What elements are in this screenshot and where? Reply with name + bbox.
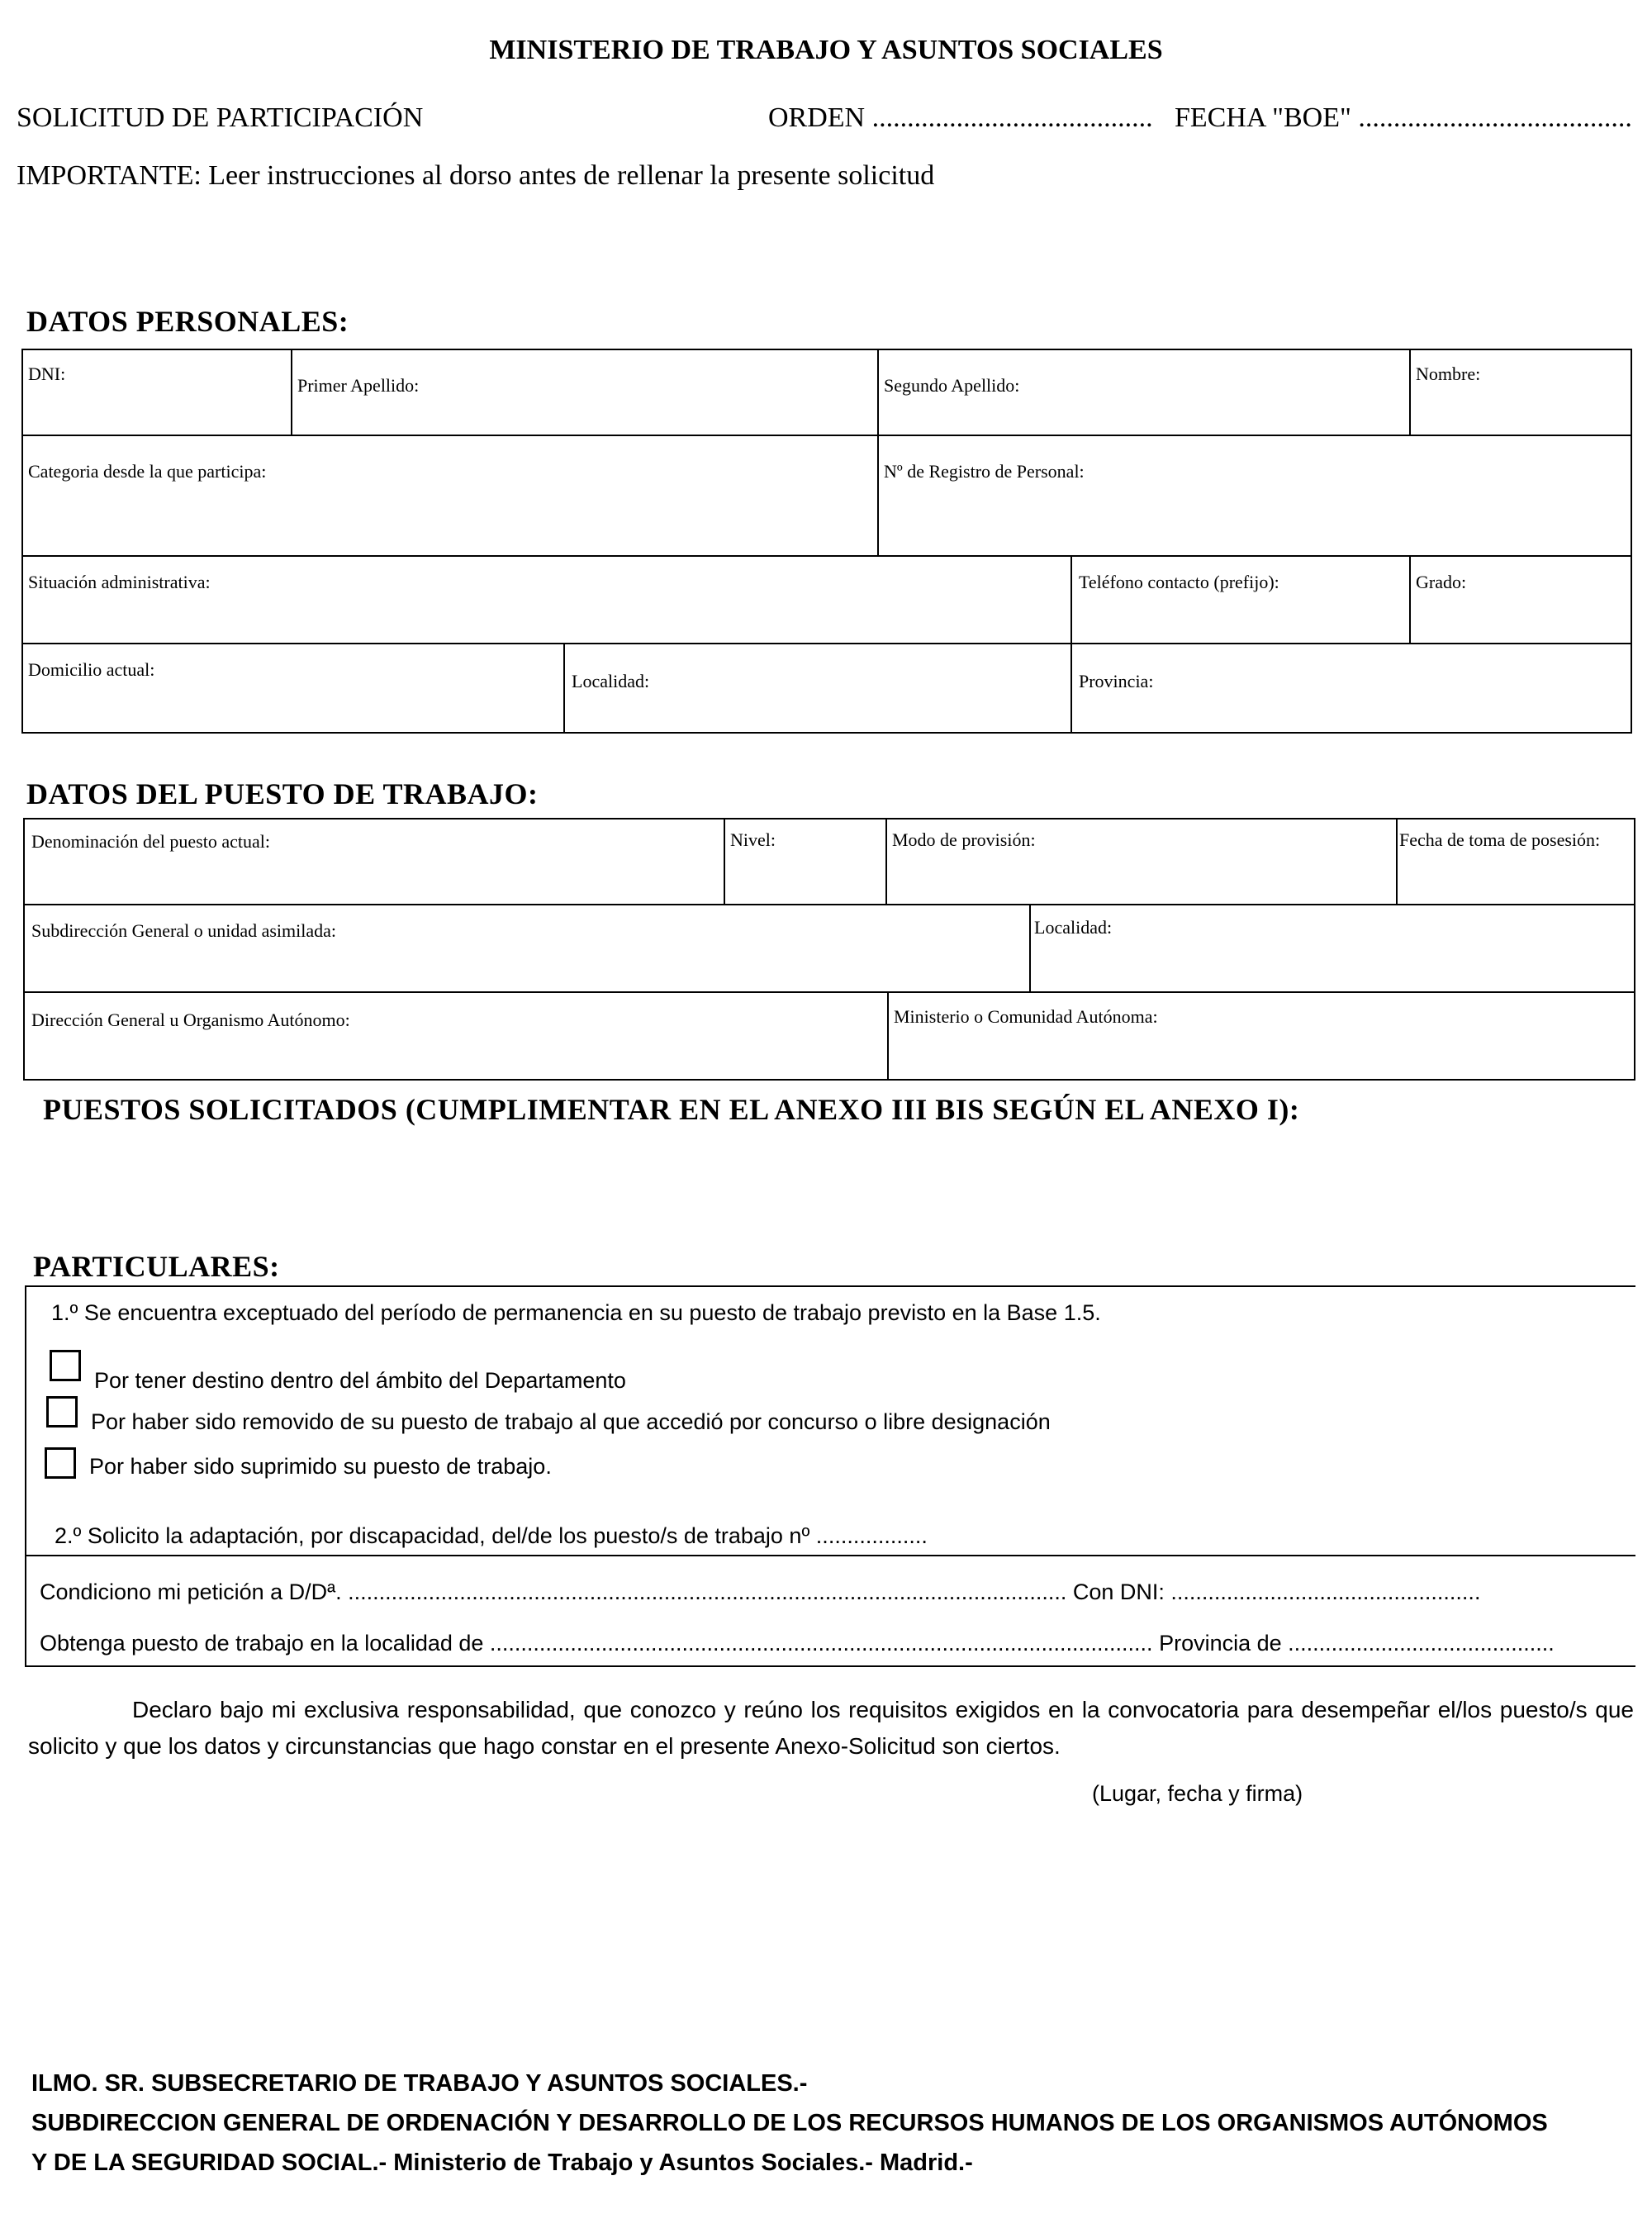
option-suppressed-label: Por haber sido suprimido su puesto de trabajo. (89, 1454, 552, 1479)
ministry-field[interactable]: Ministerio o Comunidad Autónoma: (894, 1006, 1158, 1027)
option-removed-label: Por haber sido removido de su puesto de trabajo al que accedió por concurso o libre designación (91, 1409, 1051, 1434)
checkbox-department[interactable] (50, 1350, 81, 1381)
col-divider (1409, 555, 1411, 643)
second-surname-field[interactable]: Segundo Apellido: (884, 375, 1020, 396)
job-section-title: DATOS DEL PUESTO DE TRABAJO: (26, 777, 539, 810)
particulars-section-title: PARTICULARES: (33, 1250, 280, 1283)
possession-date-field[interactable]: Fecha de toma de posesión: (1399, 829, 1601, 850)
first-surname-field[interactable]: Primer Apellido: (297, 375, 420, 396)
particulars-top-border (25, 1285, 1635, 1287)
col-divider (877, 435, 879, 555)
col-divider (1396, 818, 1398, 904)
row-divider (23, 904, 1635, 905)
checkbox-suppressed[interactable] (45, 1447, 76, 1479)
col-divider (885, 818, 887, 904)
option-department-label: Por tener destino dentro del ámbito del Departamento (94, 1368, 626, 1393)
category-field[interactable]: Categoria desde la que participa: (28, 461, 267, 482)
col-divider (724, 818, 725, 904)
admin-situation-field[interactable]: Situación administrativa: (28, 572, 211, 592)
locality-request-field[interactable]: Obtenga puesto de trabajo en la localidad de ........................................................................................................... Provincia de ........................................... (40, 1631, 1555, 1656)
col-divider (1409, 349, 1411, 435)
signature-label: (Lugar, fecha y firma) (1092, 1781, 1303, 1806)
row-divider (21, 643, 1632, 644)
dni-field[interactable]: DNI: (28, 363, 66, 384)
address-field[interactable]: Domicilio actual: (28, 659, 155, 680)
row-divider (23, 991, 1635, 993)
location-line: Y DE LA SEGURIDAD SOCIAL.- Ministerio de Trabajo y Asuntos Sociales.- Madrid.- (31, 2150, 973, 2176)
request-label: SOLICITUD DE PARTICIPACIÓN (17, 102, 424, 133)
grade-field[interactable]: Grado: (1416, 572, 1467, 592)
exemption-item: 1.º Se encuentra exceptuado del período de permanencia en su puesto de trabajo previsto en la Base 1.5. (51, 1300, 1101, 1325)
col-divider (563, 643, 565, 734)
registry-number-field[interactable]: Nº de Registro de Personal: (884, 461, 1085, 482)
condition-request-field[interactable]: Condiciono mi petición a D/Dª. .................................................................................................................... Con DNI: .................................................. (40, 1580, 1481, 1604)
col-divider (877, 349, 879, 435)
checkbox-removed[interactable] (46, 1396, 78, 1428)
directorate-field[interactable]: Dirección General u Organismo Autónomo: (31, 1009, 350, 1030)
personal-data-table (21, 349, 1632, 734)
col-divider (1070, 643, 1072, 734)
row-divider (21, 555, 1632, 557)
provision-mode-field[interactable]: Modo de provisión: (892, 829, 1036, 850)
subdirectorate-line: SUBDIRECCION GENERAL DE ORDENACIÓN Y DESARROLLO DE LOS RECURSOS HUMANOS DE LOS ORGANISMOS AUTÓNOMOS (31, 2110, 1548, 2136)
personal-section-title: DATOS PERSONALES: (26, 305, 349, 338)
particulars-bottom-border (25, 1665, 1635, 1667)
locality-field[interactable]: Localidad: (572, 671, 650, 691)
important-note: IMPORTANTE: Leer instrucciones al dorso antes de rellenar la presente solicitud (17, 160, 935, 191)
name-field[interactable]: Nombre: (1416, 363, 1481, 384)
order-field[interactable]: ORDEN ........................................ (768, 102, 1153, 133)
job-locality-field[interactable]: Localidad: (1034, 917, 1113, 938)
col-divider (887, 991, 889, 1081)
particulars-left-border (25, 1285, 26, 1667)
subdirectorate-field[interactable]: Subdirección General o unidad asimilada: (31, 920, 336, 941)
row-divider (21, 435, 1632, 436)
col-divider (1029, 904, 1031, 991)
col-divider (1070, 555, 1072, 643)
current-position-field[interactable]: Denominación del puesto actual: (31, 831, 270, 852)
phone-field[interactable]: Teléfono contacto (prefijo): (1079, 572, 1279, 592)
particulars-divider (25, 1555, 1635, 1556)
level-field[interactable]: Nivel: (730, 829, 776, 850)
ministry-title: MINISTERIO DE TRABAJO Y ASUNTOS SOCIALES (489, 35, 1163, 65)
requested-positions-title: PUESTOS SOLICITADOS (CUMPLIMENTAR EN EL ANEXO III BIS SEGÚN EL ANEXO I): (43, 1093, 1300, 1126)
job-data-table (23, 818, 1635, 1081)
col-divider (291, 349, 292, 435)
adaptation-request[interactable]: 2.º Solicito la adaptación, por discapacidad, del/de los puesto/s de trabajo nº .................. (55, 1523, 928, 1548)
addressee-line: ILMO. SR. SUBSECRETARIO DE TRABAJO Y ASUNTOS SOCIALES.- (31, 2070, 808, 2097)
boe-date-field[interactable]: FECHA "BOE" ....................................... (1175, 102, 1632, 133)
province-field[interactable]: Provincia: (1079, 671, 1154, 691)
declaration-text: Declaro bajo mi exclusiva responsabilidad, que conozco y reúno los requisitos exigidos en la convocatoria para desempeñar el/los puesto/s que solicito y que los datos y circunstancias que hago constar en el presente Anexo-Solicitud son ciertos. (28, 1697, 1634, 1759)
